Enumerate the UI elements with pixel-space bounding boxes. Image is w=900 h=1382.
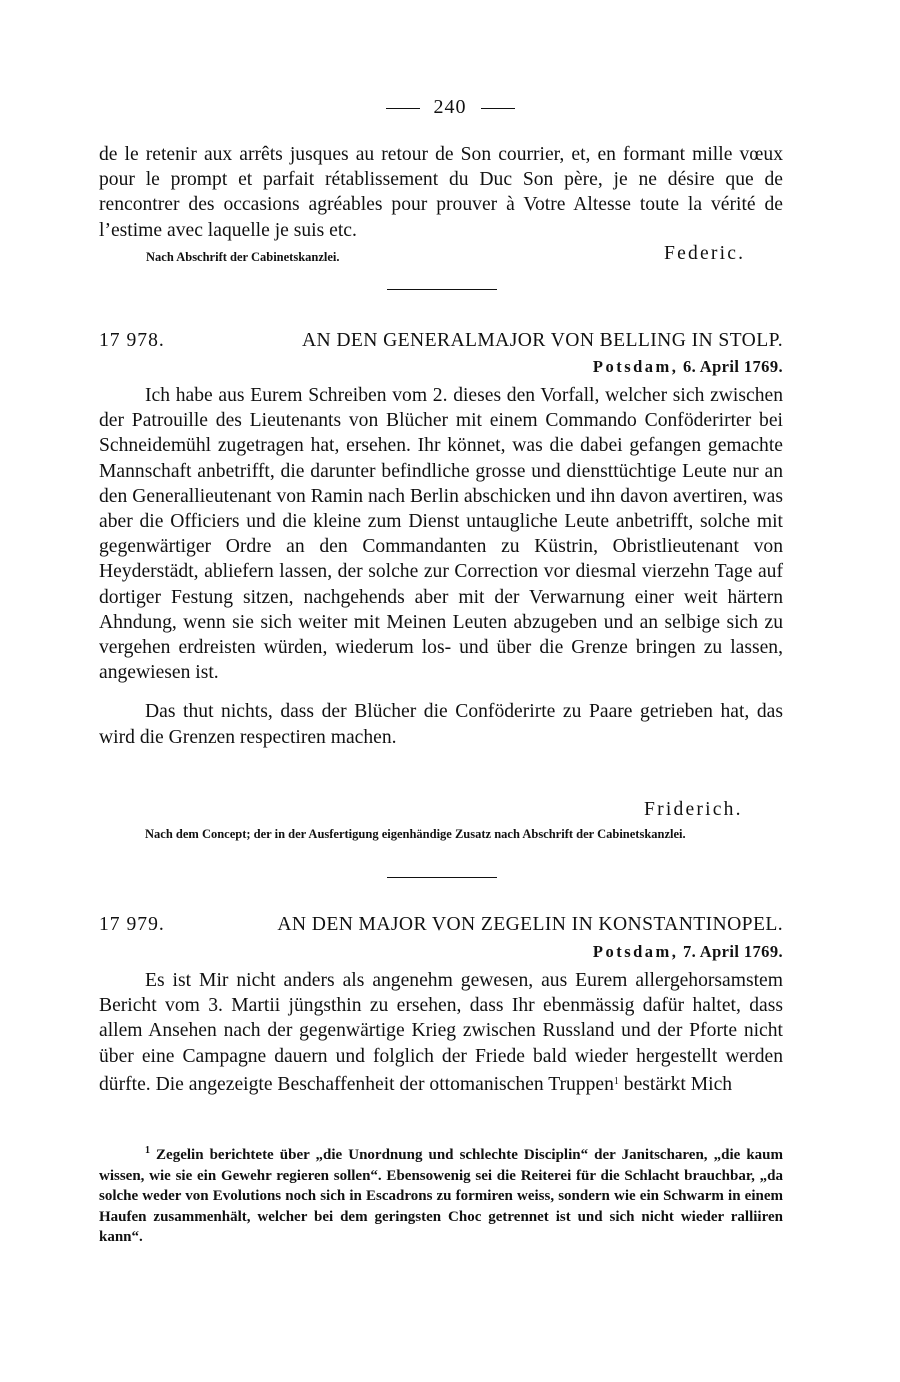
- section-divider: [387, 877, 497, 878]
- letter-place: Potsdam,: [592, 357, 679, 376]
- letter-heading: [99, 330, 783, 352]
- section-divider: [387, 289, 497, 290]
- letter-source-note: Nach dem Concept; der in der Ausfertigung eigenhändige Zusatz nach Abschrift der Cabinetskanzlei.: [145, 827, 686, 841]
- continuation-signature: Federic.: [664, 243, 746, 264]
- header-dash-right: [481, 108, 515, 109]
- letter-number: 17 979.: [99, 914, 165, 935]
- page-header: [0, 96, 900, 119]
- letter-body: [99, 968, 783, 1097]
- letter-number: 17 978.: [99, 330, 165, 351]
- page-number: 240: [433, 96, 467, 118]
- letter-text-end: bestärkt Mich: [618, 1073, 733, 1095]
- header-dash-left: [386, 108, 420, 109]
- letter-date: 6. April 1769.: [682, 357, 783, 376]
- letter-place: Potsdam,: [592, 942, 679, 961]
- letter-dateline: [593, 357, 783, 377]
- letter-addressee: AN DEN MAJOR VON ZEGELIN IN KONSTANTINOPEL.: [277, 914, 783, 935]
- footnote-text: Zegelin berichtete über „die Unordnung und schlechte Disciplin“ der Janitscharen, „die kaum wissen, wie sie ein Gewehr regieren sollen“. Ebensowenig sei die Reiterei für die Schlacht brauchbar, „da solche weder von Evolutions noch sich in Escadrons zu formiren weiss, sondern wie ein Schwarm in einem Haufen zusammenhält, welcher bei dem geringsten Choc getrennet ist und sich nicht wieder ralliiren kann“.: [99, 1147, 783, 1245]
- footnote: [99, 1141, 783, 1248]
- letter-heading: [99, 914, 783, 936]
- letter-text: Es ist Mir nicht anders als angenehm gewesen, aus Eurem allergehorsamstem Bericht vom 3. Martii jüngsthin zu ersehen, dass Ihr ebenmässig dafür haltet, dass allem Ansehen nach der gegenwärtige Krieg zwischen Russland und der Pforte nicht über eine Campagne dauern und folglich der Friede bald wieder hergestellt werden dürfte. Die angezeigte Beschaffenheit der ottomanischen Truppen: [99, 970, 783, 1095]
- letter-paragraph: [99, 968, 783, 1097]
- letter-addressee: AN DEN GENERALMAJOR VON BELLING IN STOLP.: [301, 330, 783, 351]
- letter-dateline: [593, 942, 783, 962]
- footnote-marker: 1: [145, 1145, 150, 1156]
- letter-body: [99, 383, 783, 750]
- continuation-paragraph: de le retenir aux arrêts jusques au retour de Son courrier, et, en formant mille vœux pour le prompt et parfait rétablissement du Duc Son père, je ne désire que de rencontrer des occasions agréables pour prouver à Votre Altesse toute la vérité de l’estime avec laquelle je suis etc.: [99, 144, 783, 241]
- letter-paragraph: Das thut nichts, dass der Blücher die Conföderirte zu Paare getrieben hat, das wird die Grenzen respectiren machen.: [99, 701, 783, 748]
- letter-signature: Friderich.: [644, 799, 743, 820]
- footnote-reference: 1: [613, 1075, 619, 1087]
- continuation-source-note: Nach Abschrift der Cabinetskanzlei.: [146, 250, 340, 264]
- letter-paragraph: Ich habe aus Eurem Schreiben vom 2. dieses den Vorfall, welcher sich zwischen der Patrouille des Lieutenants von Blücher mit einem Commando Conföderirter bei Schneidemühl zugetragen hat, ersehen. Ihr könnet, was die dabei gefangen gemachte Mannschaft anbetrifft, die darunter befindliche grosse und diensttüchtige Leute nur an den Generallieutenant von Ramin nach Berlin abschicken und ihn davon avertiren, was aber die Officiers und die kleine zum Dienst untaugliche Leute anbetrifft, solche mit gegenwärtiger Ordre an den Commandanten zu Küstrin, Obristlieutenant von Heyderstädt, abliefern lassen, der solche zur Correction vor diesmal vierzehn Tage auf dortiger Festung sitzen, nachgehends aber mit der Verwarnung einer weit härtern Ahndung, wenn sie sich weiter mit Meinen Leuten abzugeben und an selbige sich zu vergehen erdreisten würden, wiederum los- und über die Grenze bringen zu lassen, angewiesen ist.: [99, 385, 783, 684]
- continuation-text-block: [99, 142, 783, 243]
- letter-date: 7. April 1769.: [682, 942, 783, 961]
